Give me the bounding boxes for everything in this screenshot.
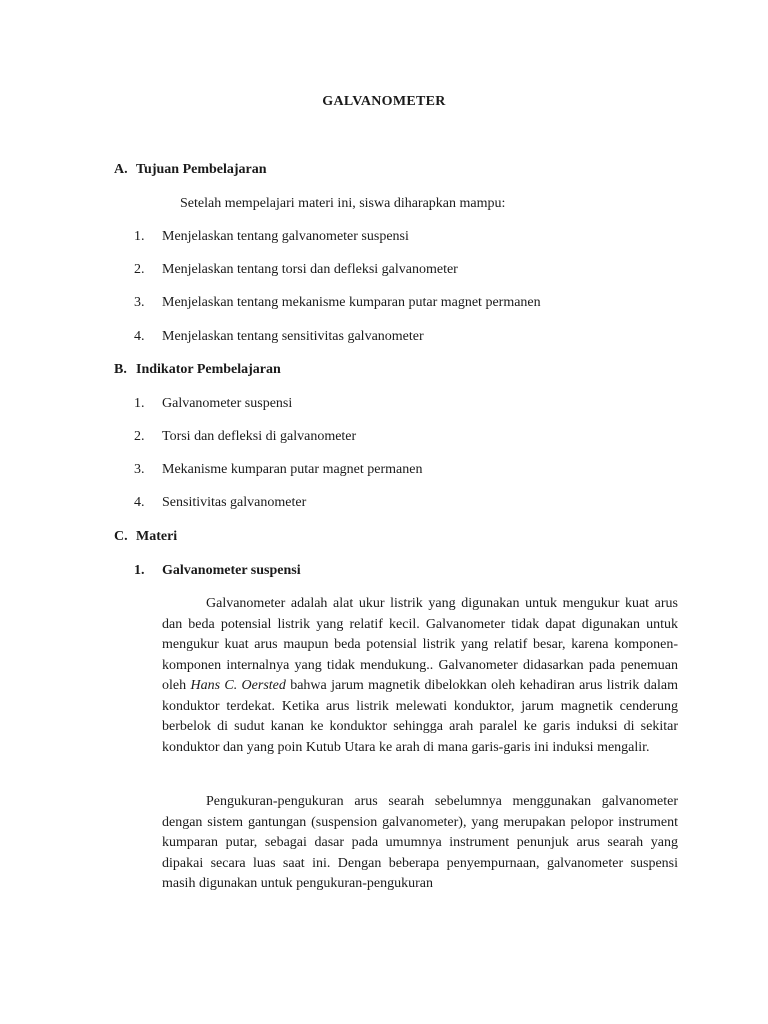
list-item-number: 1. — [134, 229, 145, 244]
body-paragraph: Pengukuran-pengukuran arus searah sebelumnya menggunakan galvanometer dengan sistem gantungan (suspension galvanometer), yang merupakan pelopor instrument kumparan putar, sebagai dasar pada umumnya instrument penunjuk arus searah yang dipakai secara luas saat ini. Dengan beberapa penyempurnaan, galvanometer suspensi masih digunakan untuk pengukuran-pengukuran — [162, 794, 678, 891]
list-item-number: 4. — [134, 495, 145, 510]
list-item: Menjelaskan tentang galvanometer suspensi — [162, 229, 409, 244]
list-item: Galvanometer suspensi — [162, 396, 293, 411]
list-item: Sensitivitas galvanometer — [162, 495, 307, 510]
list-item-number: 3. — [134, 295, 145, 310]
document-title: GALVANOMETER — [322, 94, 446, 109]
section-a-intro: Setelah mempelajari materi ini, siswa diharapkan mampu: — [180, 196, 506, 211]
section-c-title: Materi — [136, 529, 178, 544]
section-a-letter: A. — [114, 162, 128, 177]
paragraph-text: Galvanometer adalah alat ukur listrik yang digunakan untuk mengukur kuat arus dan beda potensial listrik yang relatif kecil. Galvanometer tidak dapat digunakan untuk mengukur kuat arus maupun beda potensial listrik yang relatif besar, karena komponen-komponen internalnya yang tidak mendukung.. Galvanometer didasarkan pada penemuan oleh — [162, 596, 678, 693]
section-b-title: Indikator Pembelajaran — [136, 362, 281, 377]
list-item-number: 2. — [134, 429, 145, 444]
list-item: Menjelaskan tentang sensitivitas galvanometer — [162, 329, 424, 344]
list-item: Mekanisme kumparan putar magnet permanen — [162, 462, 423, 477]
list-item-number: 1. — [134, 396, 145, 411]
section-b-letter: B. — [114, 362, 127, 377]
list-item-number: 4. — [134, 329, 145, 344]
section-c-letter: C. — [114, 529, 128, 544]
section-a-title: Tujuan Pembelajaran — [136, 162, 267, 177]
paragraph-text: bahwa jarum magnetik dibelokkan oleh kehadiran arus listrik dalam konduktor terdekat. Ketika arus listrik melewati konduktor, jarum magnetik cenderung berbelok di sudut kanan ke konduktor sehingga arah paralel ke garis induksi di sekitar konduktor dan yang poin Kutub Utara ke arah di mana garis-garis ini induksi mengalir. — [162, 678, 678, 755]
list-item: Torsi dan defleksi di galvanometer — [162, 429, 357, 444]
list-item: Menjelaskan tentang mekanisme kumparan putar magnet permanen — [162, 295, 541, 310]
body-paragraph — [162, 594, 678, 758]
list-item-number: 3. — [134, 462, 145, 477]
list-item: Menjelaskan tentang torsi dan defleksi galvanometer — [162, 262, 458, 277]
paragraph-italic-name: Hans C. Oersted — [190, 678, 286, 693]
subsection-number: 1. — [134, 563, 145, 578]
subsection-title: Galvanometer suspensi — [162, 563, 301, 578]
list-item-number: 2. — [134, 262, 145, 277]
